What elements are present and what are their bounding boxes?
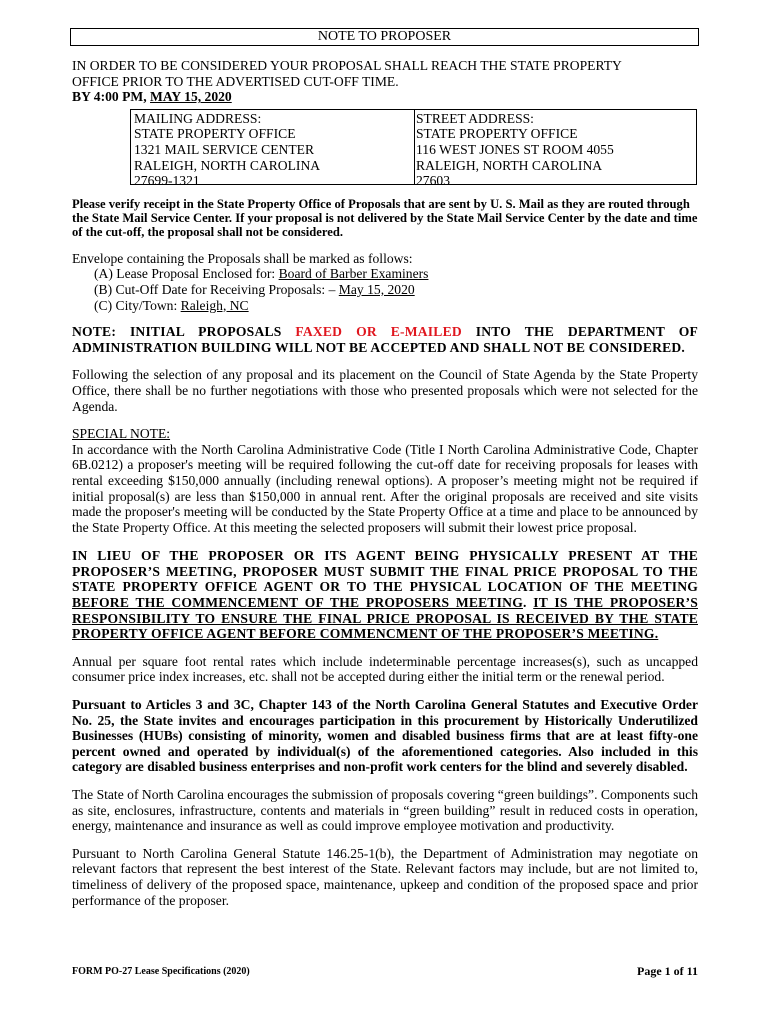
page-title: NOTE TO PROPOSER xyxy=(70,28,699,46)
envelope-item-a-value: Board of Barber Examiners xyxy=(278,266,429,282)
street-line: RALEIGH, NORTH CAROLINA xyxy=(416,157,603,173)
form-label: FORM PO-27 Lease Specifications (2020) xyxy=(72,966,250,977)
deadline-prefix: BY 4:00 PM, xyxy=(72,89,151,105)
lieu-paragraph xyxy=(72,548,698,642)
envelope-intro: Envelope containing the Proposals shall be marked as follows: xyxy=(72,250,413,266)
street-line: 116 WEST JONES ST ROOM 4055 xyxy=(416,141,614,157)
intro-block xyxy=(72,58,698,105)
deadline-date: MAY 15, 2020 xyxy=(150,89,232,105)
intro-line-2: OFFICE PRIOR TO THE ADVERTISED CUT-OFF TIME. xyxy=(72,73,399,89)
lieu-part-2: BEFORE THE COMMENCEMENT OF THE PROPOSERS MEETING xyxy=(72,595,523,611)
special-note-heading: SPECIAL NOTE: xyxy=(72,426,171,442)
mailing-line: STATE PROPERTY OFFICE xyxy=(134,126,296,142)
envelope-item-c xyxy=(72,298,698,314)
mailing-line: 1321 MAIL SERVICE CENTER xyxy=(134,141,315,157)
address-table xyxy=(130,109,697,189)
envelope-item-b xyxy=(72,282,698,298)
hub-paragraph: Pursuant to Articles 3 and 3C, Chapter 143 of the North Carolina General Statutes and Executive Order No. 25, the State invites and encourages participation in this procurement by Historically Underutilized Businesses (HUBs) consisting of minority, women and disabled business firms that are at least fifty-one percent owned and operated by individual(s) of the aforementioned categories. Also included in this category are disabled business enterprises and non-profit work centers for the blind and severely disabled. xyxy=(72,697,698,775)
lieu-part-3: . xyxy=(522,595,534,611)
intro-line-1: IN ORDER TO BE CONSIDERED YOUR PROPOSAL SHALL REACH THE STATE PROPERTY xyxy=(72,58,622,73)
verify-paragraph: Please verify receipt in the State Property Office of Proposals that are sent by U. S. Mail as they are routed through the State Mail Service Center. If your proposal is not delivered by the State Mail Service Center by the date and time of the cut-off, the proposal shall not be considered. xyxy=(72,196,698,239)
envelope-item-b-value: May 15, 2020 xyxy=(338,281,415,297)
envelope-item-c-value: Raleigh, NC xyxy=(180,297,249,313)
lieu-part-1: IN LIEU OF THE PROPOSER OR ITS AGENT BEING PHYSICALLY PRESENT AT THE PROPOSER’S MEETING, PROPOSER MUST SUBMIT THE FINAL PRICE PROPOSAL TO THE STATE PROPERTY OFFICE AGENT OR TO THE PHYSICAL LOCATION OF THE MEETING xyxy=(72,548,698,595)
deadline xyxy=(72,89,698,105)
statute-paragraph: Pursuant to North Carolina General Statute 146.25-1(b), the Department of Administration may negotiate on relevant factors that represent the best interest of the State. Relevant factors may include, but are not limited to, timeliness of delivery of the proposed space, maintenance, upkeep and condition of the proposed space and prior performance of the proposer. xyxy=(72,845,698,908)
envelope-item-c-label: (C) City/Town: xyxy=(94,297,181,313)
page-footer xyxy=(72,964,698,980)
note-faxed-emailed: FAXED OR E-MAILED xyxy=(295,324,462,340)
mailing-line: 27699-1321 xyxy=(134,173,200,189)
note-suffix: INTO THE DEPARTMENT OF ADMINISTRATION BUILDING WILL NOT BE ACCEPTED AND SHALL NOT BE CONSIDERED. xyxy=(72,324,698,355)
envelope-item-a-label: (A) Lease Proposal Enclosed for: xyxy=(94,266,279,282)
green-buildings-paragraph: The State of North Carolina encourages the submission of proposals covering “green buildings”. Components such as site, enclosures, infrastructure, contents and materials in “green building” result in reduced costs in operation, energy, maintenance and insurance as well as could improve employee motivation and productivity. xyxy=(72,787,698,834)
envelope-item-b-label: (B) Cut-Off Date for Receiving Proposals: – xyxy=(94,281,339,297)
envelope-item-a xyxy=(72,266,698,282)
lieu-part-4: IT IS THE PROPOSER’S RESPONSIBILITY TO ENSURE THE FINAL PRICE PROPOSAL IS RECEIVED BY THE STATE PROPERTY OFFICE AGENT BEFORE COMMENCMENT OF THE PROPOSER’S MEETING. xyxy=(72,595,698,642)
special-note xyxy=(72,426,698,535)
page-number: Page 1 of 11 xyxy=(637,964,698,978)
street-address xyxy=(414,110,696,189)
street-heading: STREET ADDRESS: xyxy=(416,110,534,126)
note-prefix: NOTE: INITIAL PROPOSALS xyxy=(72,324,296,340)
mailing-heading: MAILING ADDRESS: xyxy=(134,110,262,126)
selection-paragraph: Following the selection of any proposal and its placement on the Council of State Agenda by the State Property Office, there shall be no further negotiations with those who presented proposals which were not selected for the Agenda. xyxy=(72,367,698,414)
mailing-line: RALEIGH, NORTH CAROLINA xyxy=(134,157,321,173)
annual-rates-paragraph: Annual per square foot rental rates which include indeterminable percentage increases(s), such as uncapped consumer price index increases, etc. shall not be accepted during either the initial term or the renewal period. xyxy=(72,653,698,685)
envelope-instructions xyxy=(72,251,698,313)
mailing-address xyxy=(131,110,414,189)
special-note-body: In accordance with the North Carolina Administrative Code (Title I North Carolina Administrative Code, Chapter 6B.0212) a proposer's meeting will be required following the cut-off date for receiving proposals for leases with rental exceeding $150,000 annually (including renewal options). A proposer’s meeting might not be required if initial proposal(s) are less than $150,000 in annual rent. After the original proposals are received and site visits made the proposer's meeting will be conducted by the State Property Office at a time and place to be announced by the State Property Office. At this meeting the selected proposers will submit their lowest price proposal. xyxy=(72,441,698,535)
street-line: 27603 xyxy=(416,173,450,189)
note-paragraph xyxy=(72,324,698,355)
street-line: STATE PROPERTY OFFICE xyxy=(416,126,578,142)
